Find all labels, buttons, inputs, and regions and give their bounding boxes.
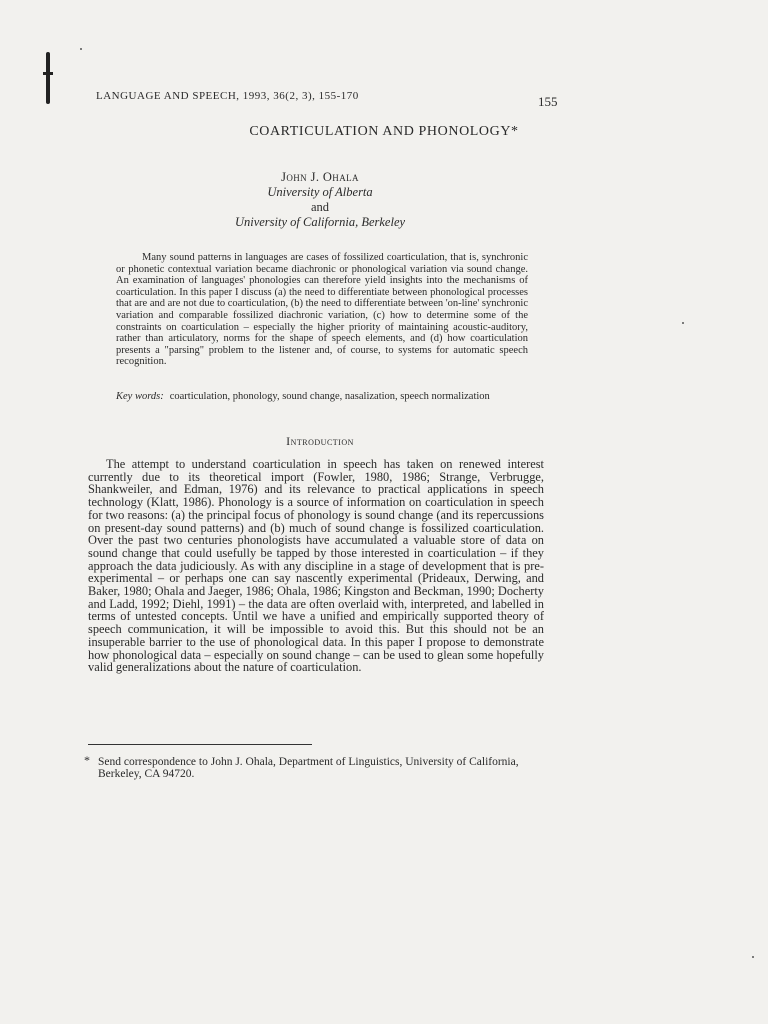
affiliation-2: University of California, Berkeley [234, 215, 406, 229]
footnote [84, 753, 544, 780]
scan-speck [682, 322, 684, 324]
affiliation-conjunction: and [310, 200, 330, 214]
affiliation-1: University of Alberta [267, 185, 373, 199]
body-paragraph: The attempt to understand coarticulation in speech has taken on renewed interest currently due to its theoretical import (Fowler, 1980, 1986; Strange, Verbrugge, Shankweiler, and Edman, 1976) and its relevance to practical applications in speech technology (Klatt, 1986). Phonology is a source of information on coarticulation in speech for two reasons: (a) the principal focus of phonology is sound change (and its repercussions on present-day sound patterns) and (b) much of sound change is fossilized coarticulation. Over the past two centuries phonologists have accumulated a valuable store of data on sound change that could usefully be tapped by those interested in coarticulation – if they approach the data judiciously. As with any discipline in a stage of development that is pre-experimental – or perhaps one can say nascently experimental (Prideaux, Derwing, and Baker, 1980; Ohala and Jaeger, 1986; Ohala, 1986; Kingston and Beckman, 1990; Docherty and Ladd, 1992; Diehl, 1991) – the data are often overlaid with, interpreted, and labelled in terms of untested concepts. Until we have a unified and empirically supported theory of speech communication, it will be impossible to avoid this. But this should not be an insuperable barrier to the use of phonological data. In this paper I propose to demonstrate how phonological data – especially on sound change – can be used to glean some hopefully valid generalizations about the nature of coarticulation. [88, 457, 544, 675]
keywords [116, 391, 546, 402]
paper-title: COARTICULATION AND PHONOLOGY* [249, 124, 519, 139]
binding-mark [46, 52, 50, 104]
scan-speck [752, 956, 754, 958]
page-number: 155 [538, 94, 558, 109]
author-block [190, 170, 450, 230]
footnote-text: Send correspondence to John J. Ohala, Department of Linguistics, University of California, Berkeley, CA 94720. [98, 756, 519, 780]
section-heading: Introduction [286, 434, 354, 448]
abstract: Many sound patterns in languages are cases of fossilized coarticulation, that is, synchronic or phonetic contextual variation became diachronic or phonological variation via sound change. An examination of languages' phonologies can therefore yield insights into the mechanisms of coarticulation. In this paper I discuss (a) the need to differentiate between phonological processes that are and are not due to coarticulation, (b) the need to differentiate between 'on-line' synchronic variation and comparable fossilized diachronic variation, (c) how to determine some of the constraints on coarticulation – especially the higher priority of maintaining acoustic-auditory, rather than articulatory, norms for the shape of speech elements, and (d) how coarticulation presents a "parsing" problem to the listener and, of course, to systems for automatic speech recognition. [116, 252, 528, 368]
footnote-rule [88, 744, 312, 745]
journal-citation: LANGUAGE AND SPEECH, 1993, 36(2, 3), 155-170 [96, 90, 359, 102]
keywords-label: Key words: [116, 391, 164, 402]
keywords-text: coarticulation, phonology, sound change, nasalization, speech normalization [169, 391, 490, 402]
author-name: John J. Ohala [281, 170, 359, 184]
footnote-mark: * [84, 753, 90, 767]
scan-speck [80, 48, 82, 50]
